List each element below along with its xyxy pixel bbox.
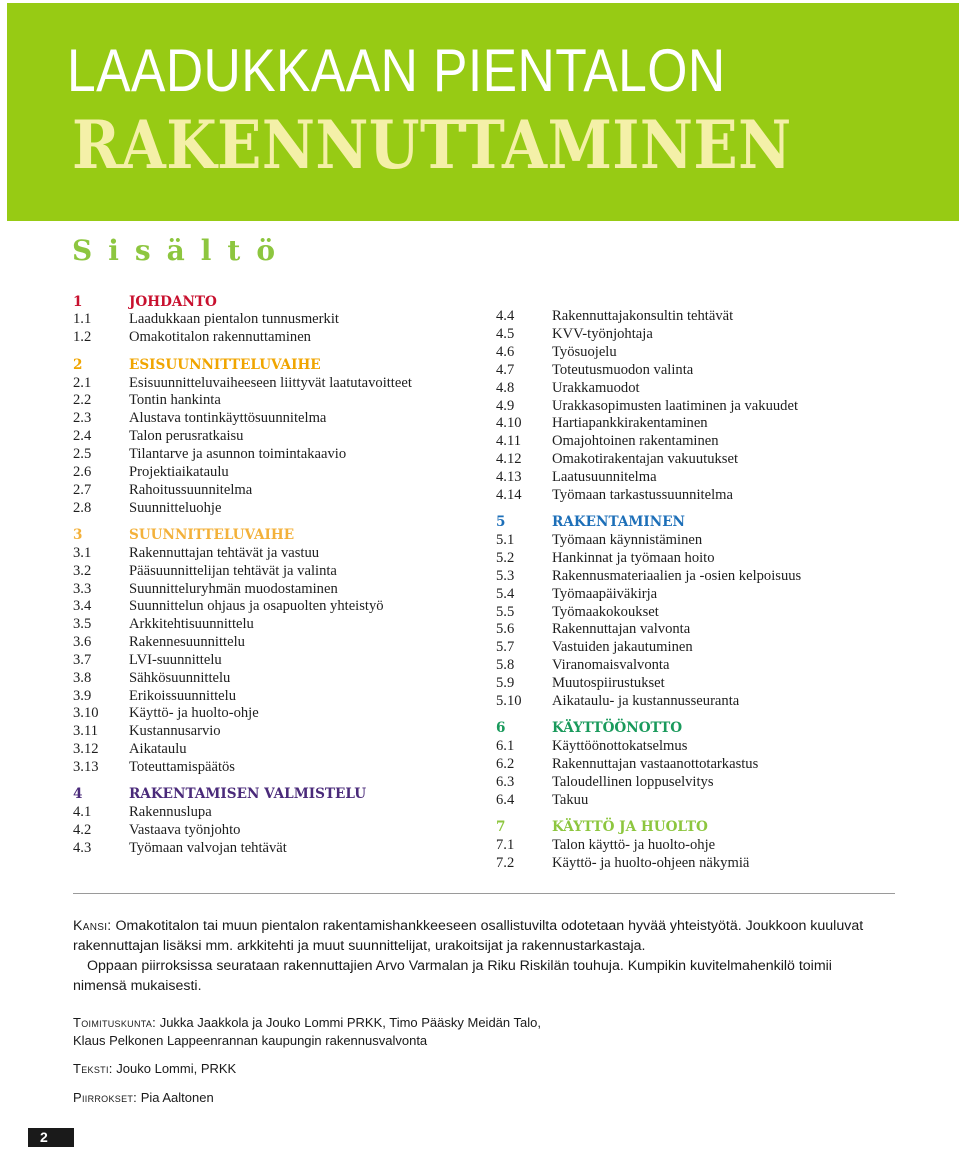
toc-entry <box>496 532 801 550</box>
toc-entry-title: Toteutusmuodon valinta <box>552 361 694 378</box>
cover-label: Kansi: <box>73 918 112 934</box>
toc-entry <box>496 344 801 362</box>
toc-entry <box>496 657 801 675</box>
cover-paragraph-2: Oppaan piirroksissa seurataan rakennuttajien Arvo Varmalan ja Riku Riskilän touhuja. Kumpikin kuvitelmahenkilö toimii nimensä mukaisesti. <box>73 958 832 994</box>
toc-entry <box>73 481 412 499</box>
toc-entry-title: Työmaapäiväkirja <box>552 585 658 602</box>
toc-entry-number: 4.1 <box>73 804 92 821</box>
toc-entry-number: 4.7 <box>496 361 515 378</box>
toc-entry <box>496 621 801 639</box>
toc-entry <box>496 837 801 855</box>
toc-section-heading <box>496 719 801 738</box>
toc-entry <box>73 804 412 822</box>
toc-entry-title: Urakkamuodot <box>552 379 640 396</box>
toc-entry-number: 5.9 <box>496 674 515 691</box>
toc-entry-number: 5.1 <box>496 532 515 549</box>
toc-entry-title: Omajohtoinen rakentaminen <box>552 433 719 450</box>
toc-entry-number: 2.1 <box>73 374 92 391</box>
text-credit-label: Teksti: <box>73 1061 113 1076</box>
toc-entry <box>73 687 412 705</box>
cover-text-1: Omakotitalon tai muun pientalon rakentamishankkeeseen osallistuvilta odotetaan hyvää yhteistyötä. Joukkoon kuuluvat rakennuttajan lisäksi mm. arkkitehti ja muut suunnittelijat, urakoitsijat ja rakennustarkastaja. <box>73 918 864 954</box>
toc-entry <box>73 741 412 759</box>
editorial-board-line-2: Klaus Pelkonen Lappeenrannan kaupungin rakennusvalvonta <box>73 1033 428 1048</box>
divider-rule <box>73 893 895 894</box>
toc-entry-number: 6.2 <box>496 755 515 772</box>
toc-section-number: 4 <box>73 786 83 803</box>
toc-section-title: RAKENTAMISEN VALMISTELU <box>129 786 367 803</box>
illustration-credit <box>73 1089 214 1107</box>
toc-entry <box>73 759 412 777</box>
toc-entry <box>73 616 412 634</box>
toc-entry <box>73 499 412 517</box>
toc-entry-number: 6.4 <box>496 791 515 808</box>
toc-entry-title: Käyttö- ja huolto-ohje <box>129 705 259 722</box>
toc-entry-number: 3.3 <box>73 580 92 597</box>
toc-section-number: 7 <box>496 819 506 836</box>
toc-section-title: RAKENTAMINEN <box>552 514 685 531</box>
toc-section-number: 2 <box>73 356 83 373</box>
toc-entry-number: 3.4 <box>73 598 92 615</box>
toc-section-title: ESISUUNNITTELUVAIHE <box>129 356 321 373</box>
toc-section-heading <box>73 355 412 374</box>
toc-entry <box>73 822 412 840</box>
editorial-board <box>73 1014 541 1050</box>
toc-entry-title: Vastaava työnjohto <box>129 822 241 839</box>
toc-entry-title: Rakennusmateriaalien ja -osien kelpoisuus <box>552 567 802 584</box>
toc-entry-title: Muutospiirustukset <box>552 674 665 691</box>
toc-entry-title: Viranomaisvalvonta <box>552 657 670 674</box>
toc-entry <box>496 567 801 585</box>
toc-entry-number: 3.7 <box>73 651 92 668</box>
toc-entry <box>73 840 412 858</box>
toc-entry-number: 3.13 <box>73 758 99 775</box>
toc-entry <box>496 397 801 415</box>
toc-entry <box>496 585 801 603</box>
toc-entry-title: Talon perusratkaisu <box>129 428 244 445</box>
toc-entry-title: Tontin hankinta <box>129 392 221 409</box>
toc-entry-title: Työmaan käynnistäminen <box>552 532 703 549</box>
toc-section-number: 5 <box>496 514 506 531</box>
toc-entry-number: 2.7 <box>73 481 92 498</box>
toc-entry-title: Arkkitehtisuunnittelu <box>129 616 254 633</box>
toc-entry <box>73 392 412 410</box>
toc-section-title: KÄYTTÖ JA HUOLTO <box>552 819 708 836</box>
toc-entry-number: 4.12 <box>496 451 522 468</box>
toc-entry <box>73 723 412 741</box>
toc-entry-title: Rahoitussuunnitelma <box>129 481 253 498</box>
toc-section-number: 3 <box>73 526 83 543</box>
toc-entry-number: 4.4 <box>496 308 515 325</box>
toc-entry <box>496 451 801 469</box>
toc-entry-number: 4.3 <box>73 840 92 857</box>
toc-entry-number: 5.10 <box>496 692 522 709</box>
toc-entry-number: 4.8 <box>496 379 515 396</box>
illustration-credit-label: Piirrokset: <box>73 1090 138 1105</box>
toc-section-heading <box>73 292 412 311</box>
text-credit <box>73 1060 236 1078</box>
toc-section-heading <box>73 785 412 804</box>
toc-entry-title: Omakotirakentajan vakuutukset <box>552 451 739 468</box>
toc-entry-title: Taloudellinen loppuselvitys <box>552 773 714 790</box>
toc-entry-title: Hartiapankkirakentaminen <box>552 415 708 432</box>
toc-entry-title: Tilantarve ja asunnon toimintakaavio <box>129 445 347 462</box>
toc-entry-title: Alustava tontinkäyttösuunnitelma <box>129 410 327 427</box>
toc-entry <box>73 463 412 481</box>
toc-entry-number: 5.3 <box>496 567 515 584</box>
toc-entry-number: 5.5 <box>496 603 515 620</box>
toc-entry-number: 5.2 <box>496 550 515 567</box>
toc-entry-title: Talon käyttö- ja huolto-ohje <box>552 837 716 854</box>
toc-entry-title: Laatusuunnitelma <box>552 469 657 486</box>
section-gap <box>73 776 412 785</box>
toc-entry-title: Suunnitteluryhmän muodostaminen <box>129 580 338 597</box>
toc-section-title: KÄYTTÖÖNOTTO <box>552 720 683 737</box>
toc-entry-title: Projektiaikataulu <box>129 463 229 480</box>
toc-entry <box>496 791 801 809</box>
section-gap <box>73 347 412 356</box>
toc-entry-title: Suunnitteluohje <box>129 499 222 516</box>
toc-entry <box>73 669 412 687</box>
toc-entry-title: Rakennuttajakonsultin tehtävät <box>552 308 734 325</box>
toc-entry-number: 3.8 <box>73 669 92 686</box>
title-line-2: RAKENNUTTAMINEN <box>72 106 792 184</box>
toc-entry-number: 5.6 <box>496 621 515 638</box>
toc-entry <box>73 446 412 464</box>
toc-entry <box>496 854 801 872</box>
toc-entry <box>496 469 801 487</box>
toc-left-column <box>73 292 412 857</box>
toc-entry <box>73 311 412 329</box>
toc-entry-number: 5.8 <box>496 657 515 674</box>
toc-entry-title: Aikataulu- ja kustannusseuranta <box>552 692 740 709</box>
text-credit-value: Jouko Lommi, PRKK <box>112 1061 237 1076</box>
toc-entry-title: Sähkösuunnittelu <box>129 669 231 686</box>
toc-entry-title: LVI-suunnittelu <box>129 651 222 668</box>
toc-entry-title: Työsuojelu <box>552 344 617 361</box>
toc-entry-number: 2.4 <box>73 428 92 445</box>
toc-entry-number: 4.2 <box>73 822 92 839</box>
toc-entry-number: 7.1 <box>496 837 515 854</box>
toc-entry-title: Omakotitalon rakennuttaminen <box>129 329 311 346</box>
toc-entry-title: Aikataulu <box>129 741 187 758</box>
toc-entry-number: 4.5 <box>496 326 515 343</box>
toc-entry <box>73 598 412 616</box>
toc-entry <box>73 634 412 652</box>
toc-entry-title: Hankinnat ja työmaan hoito <box>552 550 715 567</box>
toc-entry <box>73 705 412 723</box>
toc-entry-title: Kustannusarvio <box>129 723 221 740</box>
toc-entry-title: Laadukkaan pientalon tunnusmerkit <box>129 311 339 328</box>
toc-entry-number: 2.5 <box>73 445 92 462</box>
toc-entry-number: 3.11 <box>73 723 98 740</box>
toc-entry-title: Vastuiden jakautuminen <box>552 639 693 656</box>
section-gap <box>496 809 801 818</box>
cover-description <box>73 916 888 996</box>
section-gap <box>496 710 801 719</box>
toc-entry-title: Käyttöönottokatselmus <box>552 738 688 755</box>
toc-entry-title: Rakennesuunnittelu <box>129 634 245 651</box>
toc-entry-title: Käyttö- ja huolto-ohjeen näkymiä <box>552 854 750 871</box>
toc-entry-number: 3.1 <box>73 544 92 561</box>
toc-entry-number: 2.2 <box>73 392 92 409</box>
toc-entry <box>496 773 801 791</box>
toc-entry-title: Rakennuttajan vastaanottotarkastus <box>552 755 759 772</box>
cover-paragraph-1 <box>73 916 888 956</box>
toc-entry-number: 4.9 <box>496 397 515 414</box>
toc-entry-number: 6.3 <box>496 773 515 790</box>
toc-entry <box>496 362 801 380</box>
contents-heading: Sisältö <box>72 234 292 267</box>
toc-entry-title: Takuu <box>552 791 589 808</box>
toc-entry <box>73 544 412 562</box>
toc-entry <box>496 756 801 774</box>
toc-entry <box>73 580 412 598</box>
toc-entry-number: 3.9 <box>73 687 92 704</box>
title-line-1: LAADUKKAAN PIENTALON <box>67 37 726 104</box>
toc-entry-number: 4.11 <box>496 433 521 450</box>
toc-entry-number: 2.6 <box>73 463 92 480</box>
toc-entry <box>73 410 412 428</box>
toc-entry-title: Rakennuttajan tehtävät ja vastuu <box>129 544 320 561</box>
toc-entry-number: 3.10 <box>73 705 99 722</box>
toc-entry-number: 4.10 <box>496 415 522 432</box>
toc-entry-number: 4.14 <box>496 486 522 503</box>
toc-section-heading <box>496 818 801 837</box>
toc-entry <box>496 675 801 693</box>
toc-entry-number: 1.1 <box>73 311 92 328</box>
section-gap <box>73 517 412 526</box>
toc-entry <box>496 433 801 451</box>
toc-entry-title: Esisuunnitteluvaiheeseen liittyvät laatutavoitteet <box>129 374 412 391</box>
toc-entry-number: 3.5 <box>73 616 92 633</box>
toc-entry-number: 3.12 <box>73 741 99 758</box>
toc-section-heading <box>496 513 801 532</box>
toc-entry <box>496 379 801 397</box>
toc-entry <box>73 562 412 580</box>
editorial-board-line-1: Jukka Jaakkola ja Jouko Lommi PRKK, Timo Pääsky Meidän Talo, <box>156 1015 541 1030</box>
toc-entry-number: 4.13 <box>496 469 522 486</box>
toc-entry-title: Toteuttamispäätös <box>129 758 235 775</box>
toc-section-title: JOHDANTO <box>129 293 217 310</box>
toc-entry-number: 4.6 <box>496 344 515 361</box>
toc-entry-title: Urakkasopimusten laatiminen ja vakuudet <box>552 397 798 414</box>
toc-entry <box>496 308 801 326</box>
toc-section-title: SUUNNITTELUVAIHE <box>129 526 295 543</box>
toc-entry <box>73 652 412 670</box>
toc-entry-title: Työmaan tarkastussuunnitelma <box>552 486 733 503</box>
page-number: 2 <box>28 1128 74 1147</box>
toc-entry <box>496 738 801 756</box>
illustration-credit-value: Pia Aaltonen <box>137 1090 214 1105</box>
section-gap <box>496 504 801 513</box>
toc-entry-number: 7.2 <box>496 854 515 871</box>
toc-entry <box>73 374 412 392</box>
toc-entry-title: Rakennuslupa <box>129 804 212 821</box>
toc-entry <box>73 329 412 347</box>
toc-entry <box>496 550 801 568</box>
toc-entry <box>496 692 801 710</box>
toc-entry <box>496 639 801 657</box>
toc-entry-number: 6.1 <box>496 738 515 755</box>
toc-entry-title: Pääsuunnittelijan tehtävät ja valinta <box>129 562 337 579</box>
toc-entry-title: Työmaan valvojan tehtävät <box>129 840 287 857</box>
toc-section-number: 1 <box>73 293 83 310</box>
toc-section-number: 6 <box>496 720 506 737</box>
toc-entry-number: 5.4 <box>496 585 515 602</box>
toc-entry-number: 2.8 <box>73 499 92 516</box>
toc-entry-number: 5.7 <box>496 639 515 656</box>
toc-entry-number: 2.3 <box>73 410 92 427</box>
toc-entry-number: 3.2 <box>73 562 92 579</box>
toc-entry-number: 3.6 <box>73 634 92 651</box>
editorial-board-label: Toimituskunta: <box>73 1015 157 1030</box>
toc-entry <box>73 428 412 446</box>
toc-entry <box>496 603 801 621</box>
toc-entry-number: 1.2 <box>73 329 92 346</box>
toc-entry <box>496 486 801 504</box>
toc-right-column <box>496 308 801 872</box>
toc-entry <box>496 326 801 344</box>
toc-entry-title: KVV-työnjohtaja <box>552 326 653 343</box>
toc-entry-title: Työmaakokoukset <box>552 603 659 620</box>
toc-entry-title: Suunnittelun ohjaus ja osapuolten yhteistyö <box>129 598 384 615</box>
toc-entry-title: Rakennuttajan valvonta <box>552 621 691 638</box>
toc-section-heading <box>73 525 412 544</box>
toc-entry <box>496 415 801 433</box>
toc-entry-title: Erikoissuunnittelu <box>129 687 237 704</box>
